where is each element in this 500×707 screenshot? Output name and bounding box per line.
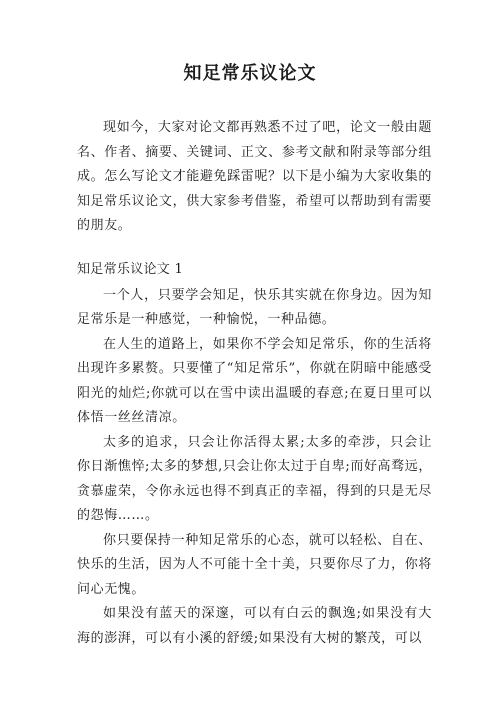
body-paragraph-4: 你只要保持一种知足常乐的心态，就可以轻松、自在、快乐的生活，因为人不可能十全十美，只要你尽了力，你将问心无愧。 bbox=[77, 532, 432, 597]
body-paragraph-2: 在人生的道路上，如果你不学会知足常乐，你的生活将出现许多累赘。只要懂了“知足常乐”，你就在阴暗中能感受阳光的灿烂;你就可以在雪中读出温暖的春意;在夏日里可以体悟一丝丝清凉。 bbox=[77, 336, 432, 425]
section-heading: 知足常乐议论文 1 bbox=[77, 261, 184, 277]
intro-paragraph: 现如今，大家对论文都再熟悉不过了吧，论文一般由题名、作者、摘要、关键词、正文、参考文献和附录等部分组成。怎么写论文才能避免踩雷呢？以下是小编为大家收集的知足常乐议论文，供大家参考借鉴，希望可以帮助到有需要的朋友。 bbox=[77, 120, 432, 233]
body-paragraph-5: 如果没有蓝天的深邃，可以有白云的飘逸;如果没有大海的澎湃，可以有小溪的舒缓;如果没有大树的繁茂，可以 bbox=[77, 606, 432, 646]
body-paragraph-3: 太多的追求，只会让你活得太累;太多的牵涉，只会让你日渐憔悴;太多的梦想,只会让你太过于自卑;而好高骛远，贪慕虚荣，令你永远也得不到真正的幸福，得到的只是无尽的怨悔……。 bbox=[77, 434, 432, 523]
document-title: 知足常乐议论文 bbox=[183, 63, 317, 84]
document-body bbox=[77, 116, 432, 651]
body-paragraph-1: 一个人，只要学会知足，快乐其实就在你身边。因为知足常乐是一种感觉，一种愉悦，一种品德。 bbox=[77, 287, 432, 327]
